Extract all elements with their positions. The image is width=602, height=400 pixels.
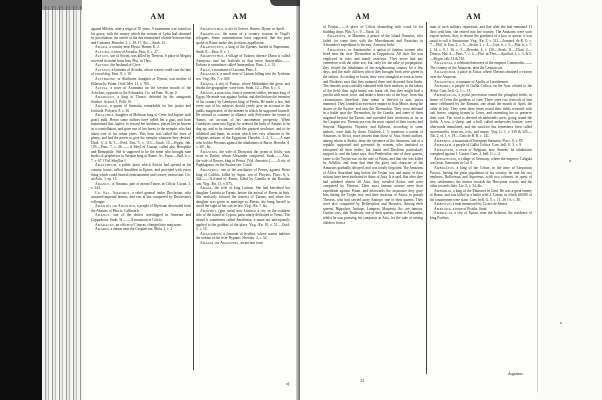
paper-speck [560,322,562,324]
headword: Amage [95,104,108,109]
running-head-right-page-col1: AM [355,12,371,21]
dictionary-entry: Amalthea, daughter of Melissus king of Crete, fed Jupiter with goat's milk. Hence some authors have called her a goat, and have maintained that Jupiter, to reward her kindness, placed her in heaven as a constellation, and gave one of her horns to the nymphs who had taken care of his infant years. This horn was called the horn of plenty, and had the power to give the nymphs whatever they desired. Diod. 3, 4, & 5.—Ovid. Fast. 5, v. 113.—Strab. 10.—Hygin. fab. 139.—Paus. 7, c. 26.——A Sibyl of Cumae, called also Herophile and Demophile. She is supposed to be the same who brought nine books of prophecies to Tarquin king of Rome. Ac. Varro.—Ibid. 4, c. 7, v. 67. [Vid. Sibyllae.] [91,113,191,163]
headword: Amazenes [327,34,346,39]
dictionary-entry: Ambenus, a mountain of European Sarmatia. Flacc. 6, v. 85. [434,138,524,143]
dictionary-entry: Amaryllis, the name of a country woman in Virgil's eclogues. Some commentators have supposed, that the poet spoke of Rome under this fictitious appellation. [196,31,290,45]
headword: Amazampes [200,231,222,236]
dictionary-entry: Amas, a mountain of Laconia. Paus. 3. [200,67,258,72]
headword: Alyzia [95,86,108,91]
headword: Amazonia [434,61,453,66]
dictionary-entry: Amazenes, or Mazenes, a prince of the Island Oaractus, who failed for some time with the Macedonians and Nearchus in Alexander's expedition to the east. Arrian in Indic. [323,34,423,48]
dictionary-entry: Amazia or Amazonia, an ancient town [200,240,264,245]
dictionary-entry: Amarynthus, a city of Greece. Homer. Hymn. in Apoll. [200,27,285,31]
headword: Amadocus [95,95,115,100]
dictionary-entry: man of such military reputation; and that after she had remained 13 days with him, she retired into her country. The Amazons were such expert archers, that, to denote the goodness of a bow or quiver, it was usual to call it Amazonian. Virg. Æn. 5, v. 311.—Jornand. de R. G. c. 7.—Phil. fr. Eun. 2, c. 5.—Justin. 2, c. 4.—Curt. 6, c. 5.—Plin. 6, c. 7, l. 14, c. 8, l. 36, c. 5.—Herodot. 4, c. 110.—Strab. 11.—Diod. 2.—Dionys. Hal. 4.—Paus. 7, c. 2.—Plut. in Thes.—Apollod. 2, c. 3, & 5.—Hygin. fab. 14 & 163. [430,25,532,61]
headword: Ambenus [434,138,451,143]
headword: Amarynceus [200,45,224,50]
left-page-column-2 [196,27,290,372]
left-page-column-1 [91,27,191,372]
headword: Alycus [95,54,109,59]
running-head-left-page-col1: AM [150,12,166,21]
page-edges-stack [42,6,82,400]
headword: Alyssus [95,67,110,72]
running-head-right-page-col2: AM [466,12,482,21]
headword: Amanus [95,213,110,218]
headword: Amaltheum [95,163,117,168]
dictionary-entry: Amage, a queen of Sarmatia, remarkable for her justice and fortitude. Polyaen. 8, c. 56. [91,104,191,113]
catchword: of [286,381,290,386]
paper-speck [569,160,571,162]
headword: Cn. Sal. Amandus [95,190,130,195]
headword: Amardi [95,227,109,232]
headword: Amastrus [200,167,219,172]
headword: Ambiatinum [434,156,456,161]
headword: Ambarri [434,84,450,89]
dictionary-entry: of Pontus.——A place of Cilicia abounding with wood fit for building ships. Plin. 5, c. 9.—Strab. 14. [323,25,423,34]
headword: Ambivius [434,202,451,207]
headword: Amblada [434,206,451,211]
dictionary-entry: Alyssus, a fountain of Arcadia, whose waters could cure the bite of a mad dog. Paus. 8, c. 19. [91,67,191,77]
dictionary-entry: Amata, the wife of king Latinus. She had betrothed her daughter Lavinia to Turnus, before the arrival of Æneas in Italy. She zealously favored the interest of Turnus; and when her daughter was given in marriage to Æneas, she hung herself to avoid the sight of her son-in-law. Virg. Æn. 7, &c. [196,186,290,209]
dictionary-entry: Amaea, a country near Mysia. Homer. Il. 2. [95,45,160,50]
page-edge-line [537,6,538,392]
dictionary-entry: Ambracia, a city of Epirus, near the Acheron, the residence of king Pyrrhus. [430,211,532,220]
dictionary-entry: Alyzon, the husband of Circe. [95,63,142,68]
dictionary-entry: Amaltheum, a public place which Atticus had opened in his country house, called Amalthea in Epirus, and provided with every thing which could furnish entertainment and convey instruction. Cic. ad Attic. 1, ep. 13. [91,163,191,182]
catchword: Augustus. [508,371,524,376]
dictionary-entry: Amarynthus, a village of Euboea whence Diana is called Amarysia, and her festivals in that town Amarynthia.——Euboea is sometimes called Amarynthus. Paus. 1, c. 31. [196,54,290,68]
dictionary-entry: Amazonius, a surname of Apollo at Lacedaemon. [434,79,509,84]
headword: Amaea [95,45,108,50]
headword: Amasia [200,81,214,86]
headword: Alycæa [95,49,110,54]
headword: Amas [200,67,210,72]
headword: Amalthea [95,113,114,118]
dictionary-entry: Amarynceus, a king of the Epeans, buried at Buprasium. Strab. 8.—Paus. 8, c. 1. [196,45,290,54]
headword: Ambarvalia [434,93,457,98]
dictionary-entry: Amblada, a town of Pisidia. Strab. [434,206,488,211]
headword: Amarynthus [200,27,224,31]
right-page-column-2 [430,25,532,373]
headword: Amazonium [434,70,456,75]
dictionary-entry: Cn. Sal. Amandus, a rebel general under Dioclesian, who assumed imperial honors, and was at last conquered by Dioclesian's colleague. [91,190,191,204]
dictionary-entry: Amazones, or Amazonides, a nation of famous women who lived near the river Thermodon in Cappadocia. All their life was employed in wars and manly exercises. They never had any commerce with the other sex; but, only for the sake of propagation, they visited the inhabitants of the neighbouring country for a few days, and the male children which they brought forth were given to the fathers. According to Justin, they were strangled as soon as born, and Diodorus says that they maimed them and distorted their limbs. The females were carefully educated with their mothers, in the labors of the field; their right breast was burnt off, that they might hurl a javelin with more force, and make a better use of the bow; from that circumstance, therefore, their name is derived (a non, μαζος mamma). They founded an extensive empire in Asia Minor, along the shores of the Euxine, and near the Thermodon. They were defeated in a battle near the Thermodon, by the Greeks; and some of them migrated beyond the Tanais, and extended their territories as far as the Caspian sea. Themiscyra was the most capital of their towns; and Smyrna, Magnesia, Thyatira, and Ephesus, according to some authors, were built by them. Diodorus l. 3, mentions a nation of Amazons in Africa, more ancient than those of Asia. Some authors, among whom is Strabo, deny the existence of the Amazons, and of a republic supported and governed by women, who banished or extirpated all their males; but Justin and Diodorus particularly support it; and the latter says, that Penthesilea, one of their queens, came to the Trojan war on the side of Priam, and that she was killed by Achilles, and from that time the glory and character of the Amazons gradually decayed, and was totally forgotten. The Amazons of Africa flourished long before the Trojan war, and many of their actions have been attributed to those of Asia. It is said, that after they had subdued almost all Asia, they invaded Attica, and were conquered by Theseus. Their most famous actions were their expedition against Priam, and afterwards the assistance they gave him during the Trojan war; and their invasion of Attica, to punish Theseus, who had carried away Antiope, one of their queens. They were also conquered by Bellerophon and Hercules. Among their queens, Hippolyte, Antiope, Lampeto, Marpesia, &c. are famous. Curtius says, that Thalestris, one of their queens, came to Alexander, whilst he was pursuing his conquests in Asia, for the sake of raising children from a [323,47,423,225]
dictionary-entry: Ambiatinum, a village of Germany, where the emperor Caligula was born. Suetonius in Cal. 8. [430,156,532,166]
running-head-left-page-col2: AM [232,12,248,21]
dictionary-entry: Amazonia, a celebrated mistress of the emperor Commodus.——The country of the Amazons, near the Caspian sea. [430,61,532,70]
dictionary-entry: Amasis, a man who, from a common soldier, became king of Egypt. He made war against Arabia, and died before the invasion of his country by Cambyses king of Persia. He made a law, that every one of his subjects should yearly give an account to the public magistrates, of the manner in which he supported himself. He refused to continue in alliance with Polycrates the tyrant of Samos, on account of his uncommon prosperity. When Cambyses came into Egypt, he ordered the body of Amasis to be dug up, and to be treated with the greatest insolence, and to be inhibited and burnt; an action which was very offensive to the religious notions of the Egyptians. Herodot. 1, 2, 3.——A man who led the Persians against the inhabitants of Barca. Herodot. 4, c. 201, &c. [196,90,290,150]
headword: Amarynthus [200,54,224,59]
column-divider [426,22,427,374]
headword: Amaryllis [200,31,220,36]
dictionary-entry: Ambivius, a man mentioned by Cicero de Senect. [434,202,509,207]
headword: Amastris [200,149,218,154]
headword: Amanus [95,181,110,186]
headword: Alythrone [95,77,116,82]
dark-background [0,0,42,400]
dictionary-entry: Ambianum, a town of Belgium, now Amiens. Its inhabitants conspired against J. Caesar. Caes. 2, bell. G. c. 4. [430,147,532,157]
dictionary-entry: Amazampes, a fountain of Scythia, whose waters imbitter the stream of the river Hypanis. Herodot. 4, c. 52. [196,231,290,241]
headword: Amazonius [434,79,455,84]
dictionary-entry: Ambarri, a people of Gallia Celtica, on the Arar, related to the Ædui. Caes. bell. G. 1, c. 11. [430,84,532,93]
headword: Amazones [327,47,346,52]
dictionary-entry: Ambarvalia, a joyful procession round the ploughed fields, in honor of Ceres the goddess of corn. There were two festivals of that name celebrated by the Romans, one about the month of April, the other in July. They went three times round their fields crowned with oak leaves, singing hymns to Ceres, and entreating her to preserve their corn. The word is derived ab ambiendis arvis, going round the fields. A sow, a sheep, and a bull, called ambarvales hostiae, were afterwards immolated, and the sacrifice has sometimes been called suovetaurilia, from sus, ovis, and taurus. Virg. G. 1, v. 339 & 345.—Tib. 2, el. 1, v. 19.—Cato de R. R. c. 141. [430,93,532,139]
dictionary-entry: Amathus, (gen. untis) now Limisso, a city on the southern side of the island of Cyprus, particularly dedicated to Venus. The island is sometimes called Amathusia, a name not unfrequently applied to the goddess of the place. Virg. Æn. 10, v. 51.—Ovid. 5, c. 14. [196,208,290,232]
dictionary-entry: Amanus, one of the deities worshipped in Armenia and Cappadocia. Strab. 11.——A mountain in Cilicia. [91,213,191,222]
dictionary-entry: Amastris, the wife of Dionysius the tyrant of Sicily, was sister to Darius, whom Alexander conquered. Strab.——Also, the wife of Xerxes, king of Persia. [Vid. Amestris.]——A city of Paphlagonia, on the Euxine sea. Catull. [196,149,290,168]
dictionary-entry: Alycus, son of Sciron, was killed by Theseus. A place in Megara received its name from him. Plut. in Thes. [91,54,191,63]
dictionary-entry: against Miletus, after a reign of 35 years. A monument was raised on his grave, with the money which the women of Lydia had obtained by prostitution. An article of the fun maintained a battle between him and Cymaera. Herodot. 1, c. 18, 17, &c.—Strab. 13. [91,27,191,45]
dictionary-entry: Amasenus, a small river of Latium falling into the Tyrrhene sea. Virg. Æn. 7, v. 685. [196,72,290,82]
right-page-column-1 [323,25,423,373]
headword: Ambiliati [434,143,452,148]
headword: Ambiorix [434,188,452,193]
dictionary-entry: Amazonium, a place in Attica, where Theseus obtained a victory over the Amazons. [430,70,532,80]
headword: Amasis [200,90,213,95]
dictionary-entry: Amastrus, one of the auxiliaries of Perses, against Æetes king of Colchis, killed by Argus, son of Phryxus. Flacc. 6, v. 544.——A friend of Æneas, killed by Camilla in the Rutulian war. Virg. Æn. 11, v. 673. [196,167,290,186]
headword: Amata [200,186,212,191]
headword: Amaracus [95,222,115,227]
right-page-margin [536,0,602,400]
dictionary-entry: Ambiliati, a people of Gallia Celtica. Caes. bell. G. 3, c. 9. [434,143,522,148]
dictionary-entry: Amasia, a city of Pontus, where Mithridates the great, and Strabo the geographer, were born. Strab. 12.—Plin. 6, c. 3. [196,81,290,91]
dictionary-entry: Alycæa, a town of Arcadia. Paus. 8, c. 27. [95,49,159,54]
headword: Amantes or Amantini [95,204,136,209]
dictionary-entry: Amardi, a nation near the Caspian sea. Mela, 1, c. 2. [95,227,174,232]
dictionary-entry: Amantes or Amantini, a people of Illyricum descended from the Abantes of Phocis. Callimach. [91,204,191,213]
headword: Ambracia [434,211,453,216]
headword: Ambigatus [434,165,454,170]
headword: Amazia or Amazonia [200,240,239,245]
headword: Amasenus [200,72,219,77]
dictionary-entry: Amadocus, a king of Thrace, defeated by his antagonist Seuthes. Aristot. 5. Polit. 10. [91,95,191,104]
headword: Amathus [200,208,217,213]
signature-mark: 24 [360,378,364,383]
headword: Ambianum [434,147,454,152]
dictionary-entry: Amanus, or Amanus, part of mount Taurus in Cilicia. Lucan. 3, v. 244. [91,181,191,191]
dictionary-entry: Ambigatus, a king of the Celtae, in the time of Tarquinius Priscus. Seeing the great population of his country, he sent his two nephews, Bellovesus and Sigovesus, with two colonies, in quest of new settlements; the former towards the Hercynian woods, and the other towards Italy. Liv. 5, c. 34, &c. [430,165,532,189]
page-edges-shadow [42,0,82,10]
dictionary-entry: Ambiorix, a king of the Eburones in Gaul. He was a great enemy to Rome, and was killed in a battle with J. Caesar, in which 60,000 of his countrymen were slain. Caes. bell. G. 5, c. 11, 26 l. 6, c. 30. [430,188,532,202]
dictionary-entry: Alythrone, or Alathrone, daughter of Dymas, was mother of Hilaeon by Priam. Ovid. Met. 11, v. 763. [91,77,191,86]
dictionary-entry: Amaracus, an officer of Cinyras, changed into marjoram. [95,222,182,227]
headword: Alyzon [95,63,109,68]
column-divider [193,24,194,370]
dictionary-entry: Alyzia, a town of Acarnania on the western mouth of the Achelous, opposite to the Echinades. Cic. ad Fam. 16, ep. 2. [91,86,191,95]
